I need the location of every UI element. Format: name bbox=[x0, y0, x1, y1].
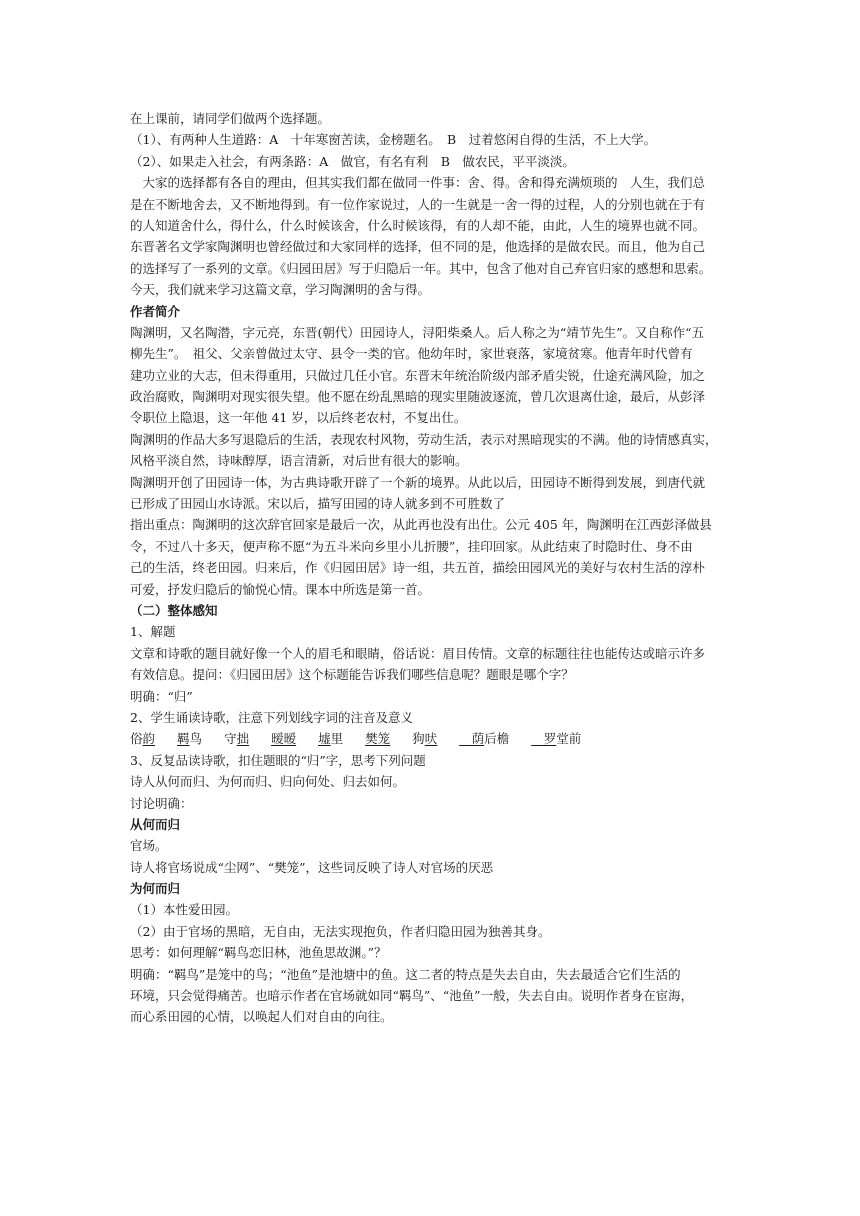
text-line: 环境，只会觉得痛苦。也暗示作者在官场就如同“羁鸟”、“池鱼”一般，失去自由。说明作者身在宦海， bbox=[130, 988, 694, 1004]
vocab-underlined: 罗 bbox=[531, 731, 557, 747]
section-heading: （二）整体感知 bbox=[130, 602, 218, 618]
vocab-word bbox=[412, 728, 437, 749]
text-line: 风格平淡自然，诗味醇厚，语言清新，对后世有很大的影响。 bbox=[130, 453, 468, 469]
text-line: （1）、有两种人生道路：A 十年寒窗苦读，金榜题名。 B 过着悠闲自得的生活，不上大学。 bbox=[130, 132, 657, 148]
text-line: 大家的选择都有各自的理由，但其实我们都在做同一件事：舍、得。舍和得充满烦琐的 人生，我们总 bbox=[130, 175, 706, 191]
text-line: 讨论明确： bbox=[130, 795, 193, 811]
text-line: 有效信息。提问：《归园田居》这个标题能告诉我们哪些信息呢？题眼是哪个字？ bbox=[130, 667, 574, 683]
vocab-suffix: 后檐 bbox=[484, 731, 510, 747]
vocab-underlined: 荫 bbox=[459, 731, 485, 747]
vocab-suffix: 鸟 bbox=[189, 731, 203, 747]
text-line: 诗人将官场说成“尘网”、“樊笼”，这些词反映了诗人对官场的厌恶 bbox=[130, 859, 494, 875]
document-page bbox=[130, 108, 736, 1028]
text-line: 陶渊明开创了田园诗一体，为古典诗歌开辟了一个新的境界。从此以后，田园诗不断得到发展，到唐代就 bbox=[130, 474, 706, 490]
text-line: 诗人从何而归、为何而归、归向何处、归去如何。 bbox=[130, 774, 406, 790]
text-line: 明确：“羁鸟”是笼中的鸟；“池鱼”是池塘中的鱼。这二者的特点是失去自由，失去最适合它们生活的 bbox=[130, 966, 681, 982]
vocab-line bbox=[130, 728, 736, 749]
vocab-prefix: 狗 bbox=[412, 731, 425, 747]
text-line: 陶渊明的作品大多写退隐后的生活，表现农村风物，劳动生活，表示对黑暗现实的不满。他的诗情感真实， bbox=[130, 431, 718, 447]
vocab-word bbox=[459, 728, 509, 749]
section-heading: 为何而归 bbox=[130, 881, 181, 897]
vocab-underlined: 樊笼 bbox=[365, 731, 391, 747]
vocab-word bbox=[177, 728, 202, 749]
vocab-underlined: 韵 bbox=[142, 731, 156, 747]
vocab-underlined: 吠 bbox=[424, 731, 438, 747]
text-line: 1、解题 bbox=[130, 624, 176, 640]
text-line: 在上课前，请同学们做两个选择题。 bbox=[130, 111, 331, 126]
text-line: 文章和诗歌的题目就好像一个人的眉毛和眼睛，俗话说：眉目传情。文章的标题往往也能传达或暗示许多 bbox=[130, 645, 706, 661]
text-line: 可爱，抒发归隐后的愉悦心情。课本中所选是第一首。 bbox=[130, 581, 431, 597]
text-line: 东晋著名文学家陶渊明也曾经做过和大家同样的选择，但不同的是，他选择的是做农民。而且，他为自己 bbox=[130, 239, 706, 255]
text-line: 是在不断地舍去，又不断地得到。有一位作家说过，人的一生就是一舍一得的过程，人的分别也就在于有 bbox=[130, 196, 706, 212]
text-line: 政治腐败，陶渊明对现实很失望。他不愿在纷乱黑暗的现实里随波逐流，曾几次退离仕途，最后，从彭泽 bbox=[130, 389, 706, 405]
section-heading: 从何而归 bbox=[130, 816, 181, 832]
text-line: 的选择写了一系列的文章。《归园田居》写于归隐后一年。其中，包含了他对自己弃官归家的感想和思索。 bbox=[130, 260, 712, 276]
vocab-underlined: 羁 bbox=[177, 731, 190, 747]
text-line: 明确：“归” bbox=[130, 688, 193, 704]
text-line: 令，不过八十多天，便声称不愿“为五斗米向乡里小儿折腰”，挂印回家。从此结束了时隐时仕、身不由 bbox=[130, 538, 693, 554]
text-line: （2）由于官场的黑暗，无自由，无法实现抱负，作者归隐田园为独善其身。 bbox=[130, 923, 551, 939]
text-line: 柳先生”。 祖父、父亲曾做过太守、县令一类的官。他幼年时，家世衰落，家境贫寒。他青年时代曾有 bbox=[130, 346, 693, 362]
text-line: 己的生活，终老田园。归来后，作《归园田居》诗一组，共五首，描绘田园风光的美好与农村生活的淳朴 bbox=[130, 560, 706, 576]
vocab-word bbox=[318, 728, 343, 749]
text-line: 今天，我们就来学习这篇文章，学习陶渊明的舍与得。 bbox=[130, 282, 431, 298]
vocab-word bbox=[224, 728, 249, 749]
vocab-suffix: 堂前 bbox=[556, 731, 582, 747]
vocab-word bbox=[271, 728, 296, 749]
text-line: 陶渊明，又名陶潜，字元亮，东晋(朝代）田园诗人，浔阳柴桑人。后人称之为“靖节先生”。又自称作“五 bbox=[130, 324, 705, 340]
vocab-underlined: 拙 bbox=[236, 731, 250, 747]
vocab-word bbox=[531, 728, 581, 749]
text-line: （2）、如果走入社会，有两条路：A 做官，有名有利 B 做农民，平平淡淡。 bbox=[130, 153, 575, 169]
text-line: 而心系田园的心情，以唤起人们对自由的向往。 bbox=[130, 1009, 393, 1025]
vocab-suffix: 里 bbox=[330, 731, 344, 747]
text-line: 思考：如何理解“羁鸟恋旧林，池鱼思故渊。”？ bbox=[130, 945, 387, 961]
text-line: 指出重点：陶渊明的这次辞官回家是最后一次，从此再也没有出仕。公元 405 年，陶渊明在江西彭泽做县 bbox=[130, 517, 712, 533]
text-line: 官场。 bbox=[130, 838, 168, 854]
text-line: 已形成了田园山水诗派。宋以后，描写田园的诗人就多到不可胜数了 bbox=[130, 496, 506, 512]
vocab-prefix: 俗 bbox=[130, 731, 143, 747]
vocab-word bbox=[130, 728, 155, 749]
vocab-underlined: 墟 bbox=[318, 731, 331, 747]
vocab-underlined: 暧暧 bbox=[271, 731, 297, 747]
text-line: 的人知道舍什么，得什么，什么时候该舍，什么时候该得，有的人却不能，由此，人生的境界也就不同。 bbox=[130, 217, 706, 233]
text-line: 令职位上隐退，这一年他 41 岁，以后终老农村，不复出仕。 bbox=[130, 410, 467, 426]
text-line: 2、学生诵读诗歌，注意下列划线字词的注音及意义 bbox=[130, 709, 413, 725]
text-line: 3、反复品读诗歌，扣住题眼的“归”字，思考下列问题 bbox=[130, 752, 426, 768]
text-line: （1）本性爱田园。 bbox=[130, 902, 238, 918]
vocab-prefix: 守 bbox=[224, 731, 237, 747]
vocab-word bbox=[365, 728, 390, 749]
section-heading: 作者简介 bbox=[130, 303, 181, 319]
text-line: 建功立业的大志，但未得重用，只做过几任小官。东晋末年统治阶级内部矛盾尖锐，仕途充满风险，加之 bbox=[130, 367, 706, 383]
